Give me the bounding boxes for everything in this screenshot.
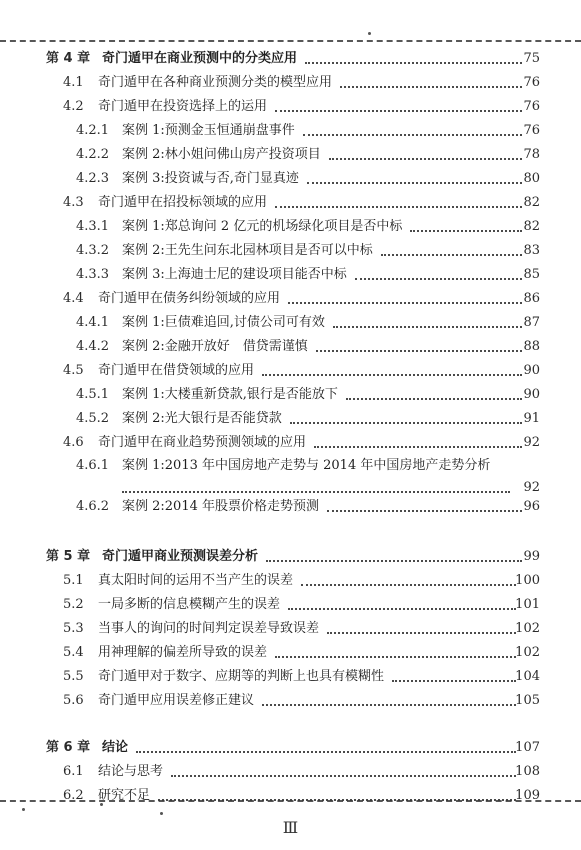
- toc-entry-number: 5.4: [63, 645, 84, 660]
- toc-entry-page: 99: [523, 549, 540, 564]
- toc-entry: [0, 240, 581, 262]
- toc-entry-title: 案例 2:王先生问东北园林项目是否可以中标: [122, 243, 373, 258]
- top-dashed-rule: [0, 40, 581, 42]
- toc-entry-page: 90: [523, 363, 540, 378]
- toc-entry-page: 104: [515, 669, 540, 684]
- toc-leader-dots: [346, 398, 522, 400]
- toc-entry-number: 4.2.3: [76, 171, 110, 186]
- toc-entry-number: 4.6: [63, 435, 84, 450]
- toc-entry: [0, 168, 581, 190]
- toc-entry-page: 105: [515, 693, 540, 708]
- toc-leader-dots: [410, 230, 522, 232]
- toc-entry-title: 奇门遁甲商业预测误差分析: [102, 549, 259, 564]
- toc-entry: [0, 408, 581, 430]
- toc-entry-title: 一局多断的信息模糊产生的误差: [98, 597, 281, 612]
- footer-page-number: Ⅲ: [282, 818, 299, 837]
- toc-entry-page: 90: [523, 387, 540, 402]
- toc-leader-dots: [275, 656, 516, 658]
- toc-entry-page: 76: [523, 75, 540, 90]
- toc-leader-dots: [333, 326, 522, 328]
- toc-leader-dots: [288, 302, 522, 304]
- toc-leader-dots: [355, 278, 522, 280]
- toc-leader-dots: [305, 62, 522, 64]
- toc-entry-page: 78: [523, 147, 540, 162]
- toc-entry-number: 6.2: [63, 788, 84, 803]
- toc-entry-number: 4.5: [63, 363, 84, 378]
- toc-entry-number: 4.2: [63, 99, 84, 114]
- toc-leader-dots: [381, 254, 522, 256]
- toc-entry: [0, 120, 581, 142]
- toc-entry-number: 4.5.2: [76, 411, 110, 426]
- toc-entry-title: 真太阳时间的运用不当产生的误差: [98, 573, 294, 588]
- toc-chapter-entry: [0, 546, 581, 568]
- toc-entry-title: 案例 2:金融开放好 借贷需谨慎: [122, 339, 308, 354]
- toc-entry-page: 108: [515, 764, 540, 779]
- toc-entry-title: 奇门遁甲应用误差修正建议: [98, 693, 255, 708]
- toc-entry-title: 用神理解的偏差所导致的误差: [98, 645, 268, 660]
- toc-entry-number: 4.2.1: [76, 123, 110, 138]
- toc-entry-number: 4.3.2: [76, 243, 110, 258]
- toc-entry: [0, 96, 581, 118]
- toc-leader-dots: [262, 704, 516, 706]
- toc-entry-number: 4.4.1: [76, 315, 110, 330]
- scan-speck: [160, 812, 163, 815]
- toc-entry-title: 案例 1:巨债难追回,讨债公司可有效: [122, 315, 325, 330]
- toc-entry-page: 92: [523, 480, 540, 495]
- toc-leader-dots: [136, 751, 516, 753]
- toc-entry-page: 107: [515, 740, 540, 755]
- toc-entry-number: 5.5: [63, 669, 84, 684]
- toc-chapter-entry: [0, 737, 581, 759]
- toc-entry-number: 5.2: [63, 597, 84, 612]
- toc-leader-dots: [275, 206, 522, 208]
- toc-leader-dots: [288, 608, 516, 610]
- toc-entry-title: 奇门遁甲在招投标领域的应用: [98, 195, 268, 210]
- toc-entry-title: 案例 3:投资诚与否,奇门显真迹: [122, 171, 299, 186]
- toc-entry: [0, 384, 581, 406]
- toc-entry-page: 87: [523, 315, 540, 330]
- scan-speck: [368, 32, 371, 35]
- toc-entry-page: 82: [523, 219, 540, 234]
- toc-entry-number: 4.3.1: [76, 219, 110, 234]
- toc-leader-dots: [122, 491, 510, 493]
- toc-entry-title: 案例 2:林小姐问佛山房产投资项目: [122, 147, 321, 162]
- toc-entry: [0, 785, 581, 807]
- toc-entry-title: 案例 1:预测金玉恒通崩盘事件: [122, 123, 295, 138]
- toc-entry: [0, 432, 581, 454]
- toc-entry: [0, 144, 581, 166]
- toc-entry-title: 奇门遁甲在债务纠纷领域的应用: [98, 291, 281, 306]
- toc-leader-dots: [340, 86, 522, 88]
- toc-entry-page: 86: [523, 291, 540, 306]
- toc-entry-page: 76: [523, 99, 540, 114]
- toc-entry-title: 研究不足: [98, 788, 151, 803]
- toc-entry-number: 第 4 章: [46, 51, 91, 66]
- toc-entry: [0, 570, 581, 592]
- toc-entry: [0, 288, 581, 310]
- toc-leader-dots: [314, 446, 522, 448]
- toc-entry-title: 奇门遁甲在商业趋势预测领域的应用: [98, 435, 307, 450]
- toc-entry: [0, 264, 581, 286]
- scan-speck: [100, 803, 103, 806]
- toc-entry: [0, 72, 581, 94]
- toc-entry-page: 102: [515, 645, 540, 660]
- toc-leader-dots: [327, 632, 516, 634]
- toc-entry-title: 奇门遁甲对于数字、应期等的判断上也具有模糊性: [98, 669, 385, 684]
- toc-leader-dots: [329, 158, 522, 160]
- toc-entry-title: 案例 3:上海迪士尼的建设项目能否中标: [122, 267, 347, 282]
- toc-chapter-entry: [0, 48, 581, 70]
- toc-entry-title: 结论: [102, 740, 129, 755]
- toc-entry-number: 4.2.2: [76, 147, 110, 162]
- toc-entry-number: 4.4.2: [76, 339, 110, 354]
- toc-entry: [0, 496, 581, 518]
- toc-entry: [0, 455, 581, 499]
- toc-leader-dots: [262, 374, 522, 376]
- toc-entry-page: 82: [523, 195, 540, 210]
- toc-entry-page: 101: [515, 597, 540, 612]
- toc-leader-dots: [307, 182, 522, 184]
- toc-entry-title: 案例 1:郑总询问 2 亿元的机场绿化项目是否中标: [122, 219, 403, 234]
- toc-entry-title: 结论与思考: [98, 764, 164, 779]
- bottom-dashed-rule: [0, 800, 581, 802]
- toc-entry-page: 109: [515, 788, 540, 803]
- toc-entry: [0, 216, 581, 238]
- toc-leader-dots: [275, 110, 522, 112]
- toc-entry: [0, 642, 581, 664]
- toc-entry-page: 100: [515, 573, 540, 588]
- toc-leader-dots: [290, 422, 522, 424]
- toc-entry-page: 102: [515, 621, 540, 636]
- toc-entry: [0, 192, 581, 214]
- toc-leader-dots: [316, 350, 522, 352]
- toc-entry: [0, 594, 581, 616]
- toc-entry-page: 96: [523, 499, 540, 514]
- toc-entry-title: 案例 1:大楼重新贷款,银行是否能放下: [122, 387, 338, 402]
- toc-entry-page: 88: [523, 339, 540, 354]
- toc-leader-dots: [303, 134, 522, 136]
- toc-entry-title: 奇门遁甲在商业预测中的分类应用: [102, 51, 298, 66]
- toc-entry-page: 80: [523, 171, 540, 186]
- toc-entry-number: 第 5 章: [46, 549, 91, 564]
- toc-entry-title: 奇门遁甲在各种商业预测分类的模型应用: [98, 75, 333, 90]
- toc-entry-number: 第 6 章: [46, 740, 91, 755]
- toc-entry-number: 4.4: [63, 291, 84, 306]
- toc-leader-dots: [392, 680, 516, 682]
- toc-entry-title: 案例 1:2013 年中国房地产走势与 2014 年中国房地产走势分析: [122, 458, 491, 473]
- toc-entry: [0, 360, 581, 382]
- toc-leader-dots: [266, 560, 522, 562]
- toc-entry-page: 92: [523, 435, 540, 450]
- toc-entry-title: 当事人的询问的时间判定误差导致误差: [98, 621, 320, 636]
- toc-entry-page: 85: [523, 267, 540, 282]
- toc-entry-title: 案例 2:2014 年股票价格走势预测: [122, 499, 319, 514]
- toc-entry: [0, 336, 581, 358]
- toc-entry-page: 91: [523, 411, 540, 426]
- toc-leader-dots: [171, 775, 516, 777]
- toc-entry-number: 6.1: [63, 764, 84, 779]
- toc-entry: [0, 761, 581, 783]
- toc-entry-number: 4.3: [63, 195, 84, 210]
- toc-entry-page: 75: [523, 51, 540, 66]
- toc-entry-page: 83: [523, 243, 540, 258]
- toc-entry-number: 4.6.2: [76, 499, 110, 514]
- toc-entry-number: 4.5.1: [76, 387, 110, 402]
- toc-entry: [0, 618, 581, 640]
- toc-leader-dots: [301, 584, 516, 586]
- toc-entry-number: 4.1: [63, 75, 84, 90]
- toc-entry: [0, 666, 581, 688]
- toc-entry-title: 奇门遁甲在投资选择上的运用: [98, 99, 268, 114]
- toc-entry: [0, 312, 581, 334]
- toc-entry-number: 4.3.3: [76, 267, 110, 282]
- toc-entry-number: 4.6.1: [76, 458, 110, 473]
- toc-entry-number: 5.3: [63, 621, 84, 636]
- toc-entry-page: 76: [523, 123, 540, 138]
- toc-entry-number: 5.1: [63, 573, 84, 588]
- toc-entry-title: 奇门遁甲在借贷领域的应用: [98, 363, 255, 378]
- toc-entry-title: 案例 2:光大银行是否能贷款: [122, 411, 282, 426]
- toc-entry-number: 5.6: [63, 693, 84, 708]
- toc-entry: [0, 690, 581, 712]
- scan-speck: [22, 808, 25, 811]
- toc-leader-dots: [327, 510, 522, 512]
